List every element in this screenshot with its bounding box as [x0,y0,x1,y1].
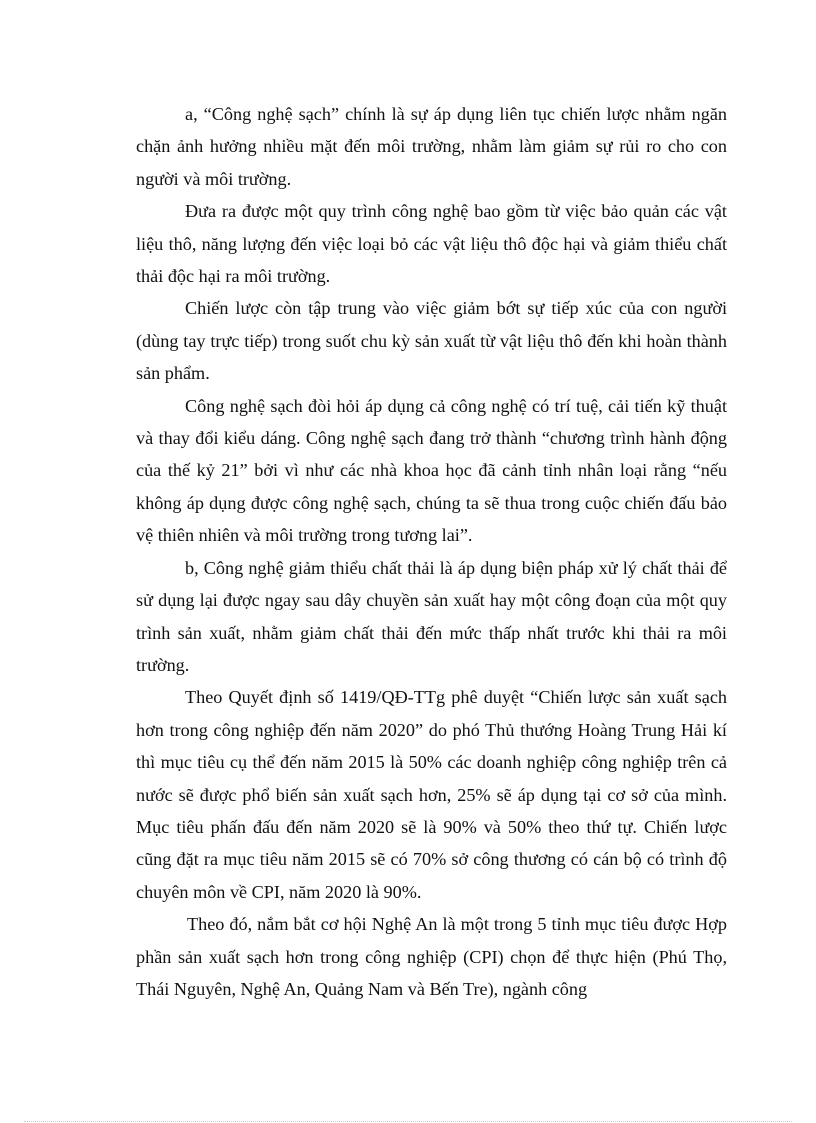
paragraph-strategy-focus: Chiến lược còn tập trung vào việc giảm bớt sự tiếp xúc của con người (dùng tay trực tiếp) trong suốt chu kỳ sản xuất từ vật liệu thô đến khi hoàn thành sản phẩm. [136,298,727,384]
paragraph-nghe-an-opportunity: Theo đó, nắm bắt cơ hội Nghệ An là một trong 5 tỉnh mục tiêu được Hợp phần sản xuất sạch hơn trong công nghiệp (CPI) chọn để thực hiện (Phú Thọ, Thái Nguyên, Nghệ An, Quảng Nam và Bến Tre), ngành công [136,914,727,999]
page-bottom-border [24,1121,792,1122]
paragraph-technology-process: Đưa ra được một quy trình công nghệ bao gồm từ việc bảo quản các vật liệu thô, năng lượng đến việc loại bỏ các vật liệu thô độc hại và giảm thiểu chất thải độc hại ra môi trường. [136,201,727,287]
paragraph-decision-1419: Theo Quyết định số 1419/QĐ-TTg phê duyệt “Chiến lược sản xuất sạch hơn trong công nghiệp đến năm 2020” do phó Thủ thướng Hoàng Trung Hải kí thì mục tiêu cụ thể đến năm 2015 là 50% các doanh nghiệp công nghiệp trên cả nước sẽ được phổ biến sản xuất sạch hơn, 25% sẽ áp dụng tại cơ sở của mình. Mục tiêu phấn đấu đến năm 2020 sẽ là 90% và 50% theo thứ tự. Chiến lược cũng đặt ra mục tiêu năm 2015 sẽ có 70% sở công thương có cán bộ có trình độ chuyên môn về CPI, năm 2020 là 90%. [136,687,727,902]
document-body [136,98,727,1005]
paragraph-clean-technology-definition: a, “Công nghệ sạch” chính là sự áp dụng liên tục chiến lược nhằm ngăn chặn ảnh hưởng nhiều mặt đến môi trường, nhằm làm giảm sự rủi ro cho con người và môi trường. [136,104,727,189]
paragraph-clean-technology-requirements: Công nghệ sạch đòi hỏi áp dụng cả công nghệ có trí tuệ, cải tiến kỹ thuật và thay đổi kiểu dáng. Công nghệ sạch đang trở thành “chương trình hành động của thế kỷ 21” bởi vì như các nhà khoa học đã cảnh tỉnh nhân loại rằng “nếu không áp dụng được công nghệ sạch, chúng ta sẽ thua trong cuộc chiến đấu bảo vệ thiên nhiên và môi trường trong tương lai”. [136,395,727,546]
paragraph-waste-minimization: b, Công nghệ giảm thiểu chất thải là áp dụng biện pháp xử lý chất thải để sử dụng lại được ngay sau dây chuyền sản xuất hay một công đoạn của một quy trình sản xuất, nhằm giảm chất thải đến mức thấp nhất trước khi thải ra môi trường. [136,557,727,675]
